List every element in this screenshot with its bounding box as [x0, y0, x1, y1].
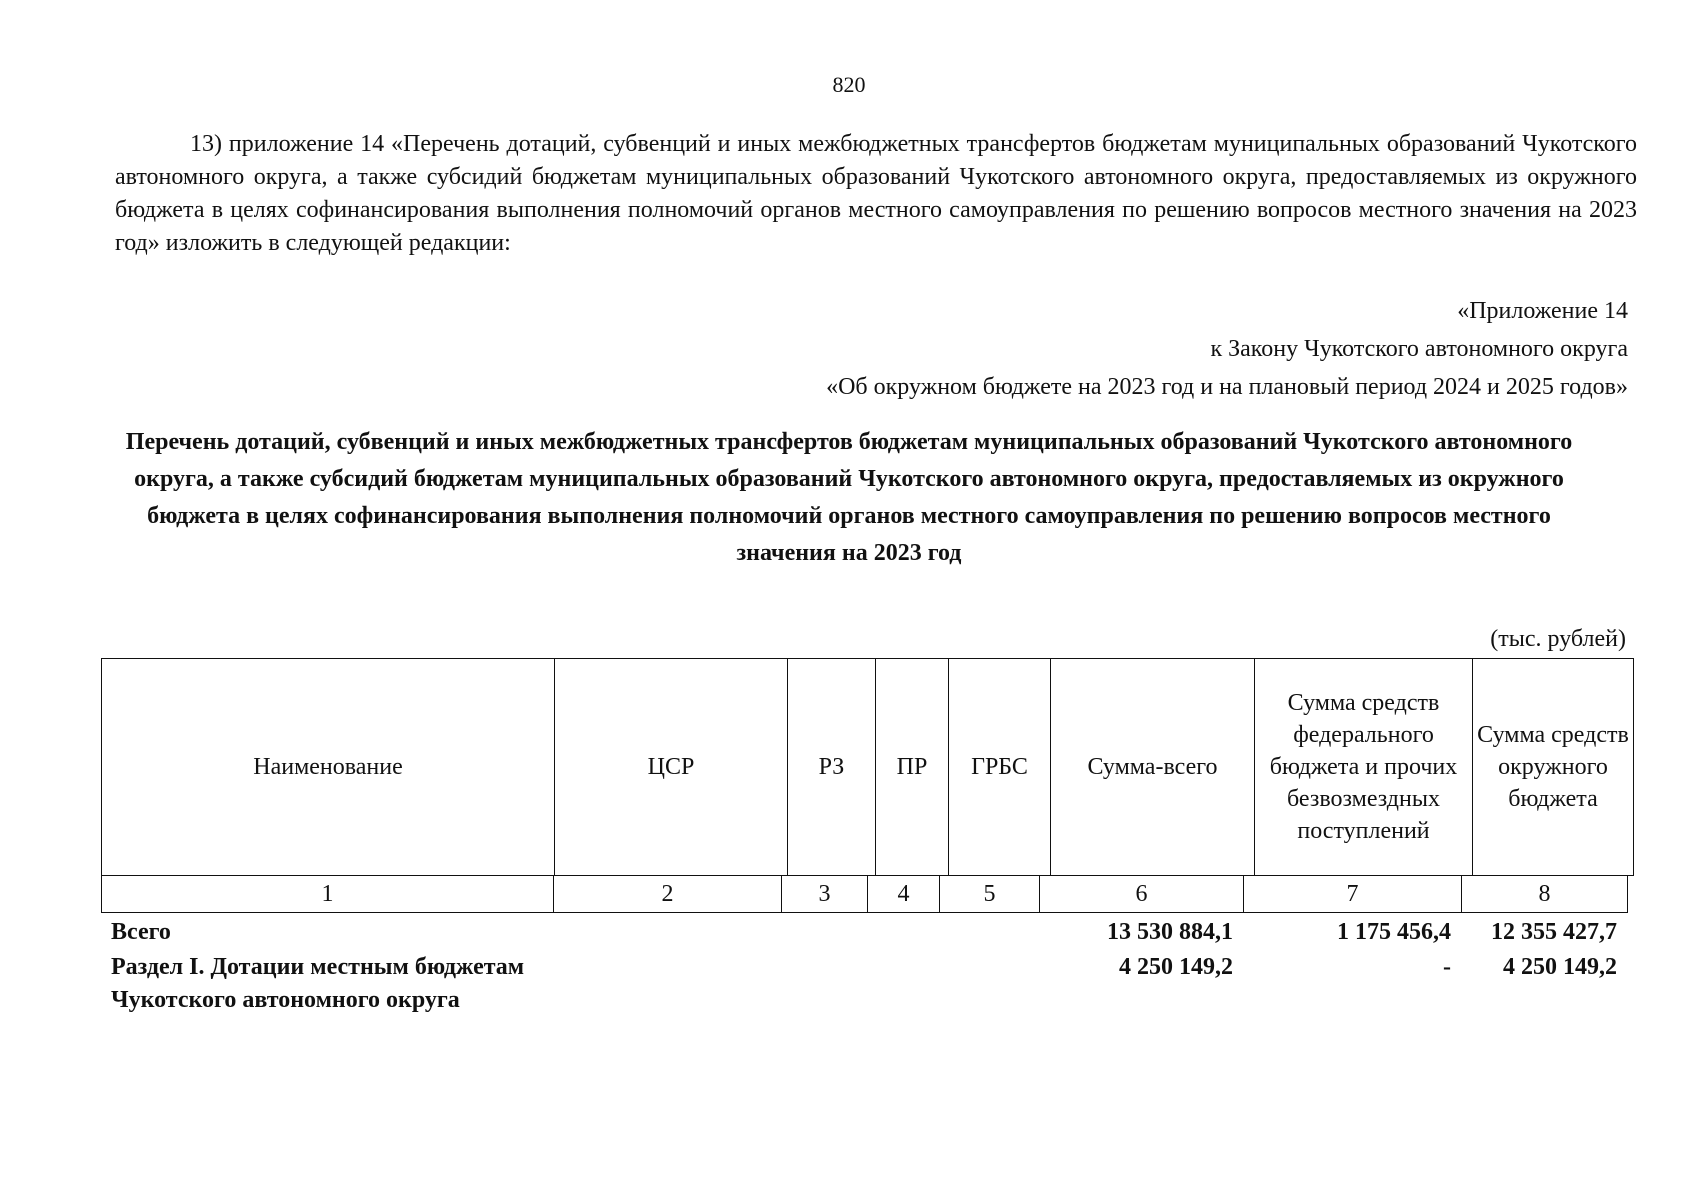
table-row — [101, 914, 1627, 949]
row-regional: 12 355 427,7 — [1491, 919, 1617, 945]
header-grbs: ГРБС — [949, 659, 1051, 876]
data-table — [101, 914, 1627, 1017]
header-pr: ПР — [876, 659, 949, 876]
row-total: 4 250 149,2 — [1119, 954, 1233, 980]
column-number: 4 — [868, 876, 940, 913]
header-rz: РЗ — [788, 659, 876, 876]
row-name: Раздел I. Дотации местным бюджетам Чукотского автономного округа — [111, 954, 525, 1013]
appendix-reference — [826, 292, 1628, 406]
row-pr — [867, 949, 939, 1017]
row-pr — [867, 914, 939, 949]
row-rz — [781, 949, 867, 1017]
row-csr — [553, 914, 781, 949]
row-name: Всего — [111, 919, 171, 945]
row-rz — [781, 914, 867, 949]
row-grbs — [939, 914, 1039, 949]
intro-paragraph: 13) приложение 14 «Перечень дотаций, субвенций и иных межбюджетных трансфертов бюджетам муниципальных образований Чукотского автономного округа, а также субсидий бюджетам муниципальных образований Чукотского автономного округа, предоставляемых из окружного бюджета в целях софинансирования выполнения полномочий органов местного самоуправления по решению вопросов местного значения на 2023 год» изложить в следующей редакции: — [115, 131, 1637, 256]
row-total: 13 530 884,1 — [1107, 919, 1233, 945]
document-title: Перечень дотаций, субвенций и иных межбюджетных трансфертов бюджетам муниципальных образований Чукотского автономного округа, а также субсидий бюджетам муниципальных образований Чукотского автономного округа, предоставляемых из окружного бюджета в целях софинансирования выполнения полномочий органов местного самоуправления по решению вопросов местного значения на 2023 год — [125, 429, 1573, 566]
units-label: (тыс. рублей) — [1490, 626, 1626, 652]
row-regional: 4 250 149,2 — [1503, 954, 1617, 980]
page-number: 820 — [832, 72, 866, 97]
header-federal: Сумма средств федерального бюджета и прочих безвозмездных поступлений — [1255, 659, 1473, 876]
appendix-line-2: к Закону Чукотского автономного округа — [1210, 336, 1628, 362]
column-number: 5 — [940, 876, 1040, 913]
row-federal: - — [1443, 954, 1451, 980]
appendix-line-1: «Приложение 14 — [1457, 298, 1628, 324]
header-csr: ЦСР — [555, 659, 788, 876]
row-csr — [553, 949, 781, 1017]
appendix-line-3: «Об окружном бюджете на 2023 год и на плановый период 2024 и 2025 годов» — [826, 374, 1628, 400]
column-number-row — [101, 875, 1628, 913]
header-regional: Сумма средств окружного бюджета — [1473, 659, 1634, 876]
column-number: 8 — [1462, 876, 1628, 913]
column-number: 7 — [1244, 876, 1462, 913]
header-name: Наименование — [102, 659, 555, 876]
row-grbs — [939, 949, 1039, 1017]
column-number: 6 — [1040, 876, 1244, 913]
column-number: 1 — [102, 876, 554, 913]
table-header — [101, 658, 1634, 876]
column-number: 3 — [782, 876, 868, 913]
header-total: Сумма-всего — [1051, 659, 1255, 876]
table-row — [101, 949, 1627, 1017]
row-federal: 1 175 456,4 — [1337, 919, 1451, 945]
column-number: 2 — [554, 876, 782, 913]
